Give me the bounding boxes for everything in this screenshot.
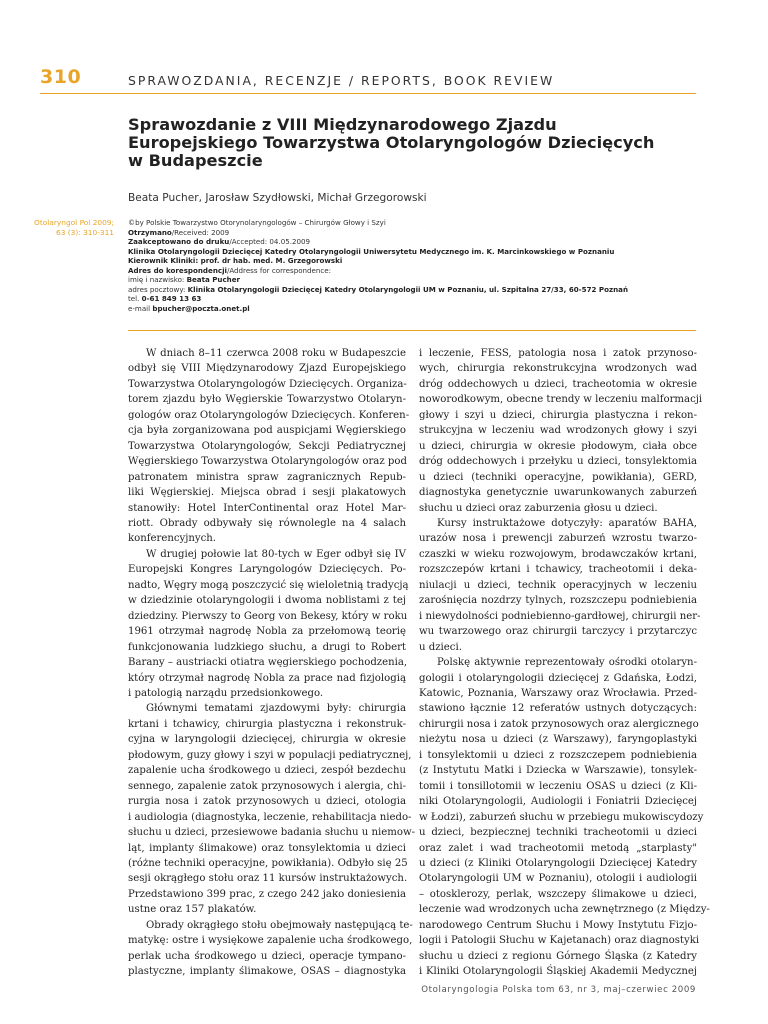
article-title [128,115,655,170]
accepted-label-en: /Accepted: 04.05.2009 [229,237,311,246]
body-text-line: Węgierskiego Towarzystwa Otolaryngologów oraz pod [128,456,407,468]
email-link[interactable]: bpucher@poczta.onet.pl [152,303,250,313]
header-rule [40,93,696,94]
body-text-line: słuchu u dzieci, przesiewowe badania słuchu u niemow- [128,827,416,839]
body-text-line: sesji okrągłego stołu oraz 11 kursów instruktażowych. [128,873,408,885]
body-text-line: W dniach 8–11 czerwca 2008 roku w Budapeszcie [146,348,406,359]
title-line: Sprawozdanie z VIII Międzynarodowego Zjazdu [128,115,557,134]
body-text-line: i patologią narządu przedsionkowego. [128,687,324,699]
body-text-line: liki Węgierskiej. Miejsca obrad i sesji plakatowych [128,487,406,499]
body-text-line: rozszczepów krtani i tchawicy, tracheotomii i deka- [419,564,697,576]
page-footer: Otolaryngologia Polska tom 63, nr 3, maj–czerwiec 2009 [421,985,696,995]
clinic-line: Klinika Otolaryngologii Dziecięcej Katedry Otolaryngologii Uniwersytetu Medycznego im. K. Marcinkowskiego w Poznaniu [128,246,615,256]
postal-line: adres pocztowy: Klinika Otolaryngologii Dziecięcej Katedry Otolaryngologii UM w Poznaniu, ul. Szpitalna 27/33, 60-572 Poznań [128,284,628,294]
accepted-label: Zaakceptowano do druku [128,237,230,246]
body-text-line: W drugiej połowie lat 80-tych w Eger odbył się IV [146,548,406,560]
tel-line: tel. 0-61 849 13 63 [128,294,202,303]
body-text-line: cja była zorganizowana pod auspicjami Węgierskiego [128,425,406,437]
body-text-line: który otrzymał nagrodę Nobla za prace nad fizjologią [128,672,406,684]
body-text-line: płodowym, guzy głowy i szyi w populacji pediatrycznej, [128,749,412,761]
body-text-line: czaszki w wieku rozwojowym, brodawczaków krtani, [419,548,697,560]
body-text-line: Otolaryngologii UM w Poznaniu), otologii i audiologii [419,873,697,885]
body-text-line: patronatem ministra spraw zagranicznych Repub- [128,471,406,483]
body-text-line: krtani i tchawicy, chirurgia plastyczna i rekonstruk- [128,718,406,730]
body-text-line: ląt, implanty ślimakowe) oraz tonsylektomia u dzieci [128,842,406,854]
body-column-left [128,346,416,980]
body-text-line: odbył się VIII Międzynarodowy Zjazd Europejskiego [128,363,406,375]
body-text-line: logii i Patologii Słuchu w Kajetanach) oraz diagnostyki [419,935,700,947]
body-text-line: u dzieci (z Kliniki Otolaryngologii Dziecięcej Katedry [419,857,697,869]
body-text-line: głowy i szyi u dzieci, chirurgia plastyczna i rekon- [419,409,697,421]
body-text-line: u dzieci, chirurgia w okresie płodowym, ciała obce [419,440,697,452]
body-column-right [419,346,710,980]
body-text-line: Polskę aktywnie reprezentowały ośrodki otolaryn- [437,657,697,669]
citation-volume: 63 (3): 310-311 [56,227,114,237]
accepted-line [128,237,688,247]
body-text-line: (z Instytutu Matki i Dziecka w Warszawie), tonsylek- [419,765,697,777]
body-text-line: cyjna w laryngologii dziecięcej, chirurgia w okresie [128,734,406,746]
body-text-line: w dziedzinie otolaryngologii i dwoma noblistami z tej [128,595,406,607]
body-text-line: dróg oddechowych i przełyku u dzieci, tonsylektomia [419,456,697,468]
body-text-line: narodowego Centrum Słuchu i Mowy Instytutu Fizjo- [419,919,697,931]
body-text-line: Katowic, Poznania, Warszawy oraz Wrocławia. Przed- [419,687,697,699]
copyright-line: ©by Polskie Towarzystwo Otorynolaryngologów – Chirurgów Głowy i Szyi [128,218,386,227]
body-text-line: w Łodzi), zaburzeń słuchu w przebiegu mukowiscydozy [419,811,704,823]
correspondence-label: Adres do korespondencji [128,265,227,275]
email-line: e-mail bpucher@poczta.onet.pl [128,303,250,313]
body-text-line: diagnostyka genetycznie uwarunkowanych zaburzeń [419,487,697,499]
body-text-line: wu twarzowego oraz chirurgii tarczycy i przytarczyc [419,626,697,638]
body-text-line: u dzieci. [419,641,462,653]
body-text-line: i tonsylektomii u dzieci z rozszczepem podniebienia [419,749,697,761]
body-text-line: u dzieci, bezpiecznej techniki tracheotomii u dzieci [419,827,697,839]
body-text-line: – otosklerozy, perlak, wszczepy ślimakowe u dzieci, [419,888,697,900]
body-text-line: funkcjonowania ludzkiego słuchu, a drugi to Robert [128,641,406,653]
correspondence-line [128,266,688,276]
name-line: imię i nazwisko: Beata Pucher [128,275,241,284]
correspondence-label-en: /Address for correspondence: [226,265,332,275]
body-text-line: słuchu u dzieci oraz zaburzenia głosu u dzieci. [419,502,658,514]
authors: Beata Pucher, Jarosław Szydłowski, Michał Grzegorowski [128,192,427,204]
body-text-line: gologów oraz Otolaryngologów Dziecięcych. Konferen- [128,409,410,421]
body-text-line: nadto, Węgry mogą poszczycić się wieloletnią tradycją [128,579,409,591]
body-text-line: Europejski Kongres Laryngologów Dziecięcych. Po- [128,564,406,576]
clinic-head-line: Kierownik Kliniki: prof. dr hab. med. M. Grzegorowski [128,256,343,265]
body-text-line: rurgia nosa i zatok przynosowych u dzieci, otologia [128,796,406,808]
body-text-line: oraz zalet i wad tracheotomii metodą „starplasty" [419,842,697,854]
body-text-line: dziedziny. Pierwszy to Georg von Bekesy, który w roku [128,610,408,622]
title-line: w Budapeszcie [128,151,263,170]
body-text-line: chirurgii nosa i zatok przynosowych oraz alergicznego [419,718,699,730]
body-text-line: gologii i otolaryngologii dziecięcej z Gdańska, Łodzi, [419,672,697,684]
page-number: 310 [40,66,82,88]
body-text-line: matykę: ostre i wysiękowe zapalenie ucha środkowego, [128,935,413,947]
body-text-line: torem zjazdu było Węgierskie Towarzystwo Otolaryn- [128,394,406,406]
citation [10,218,114,237]
body-text-line: (różne techniki operacyjne, powikłania). Odbyło się 25 [128,857,408,869]
body-text-line: niki Otolaryngologii, Audiologii i Foniatrii Dziecięcej [419,796,697,808]
body-text-line: słuchu u dzieci z regionu Górnego Śląska (z Katedry [419,950,697,962]
body-text-line: i audiologia (diagnostyka, leczenie, rehabilitacja niedo- [128,811,412,823]
body-text-line: dróg oddechowych u dzieci, tracheotomia w okresie [419,378,697,390]
body-text-line: Kursy instruktażowe dotyczyły: aparatów BAHA, [437,517,697,529]
body-text-line: zarośnięcia nozdrzy tylnych, rozszczepu podniebienia [419,595,697,607]
section-header: SPRAWOZDANIA, RECENZJE / REPORTS, BOOK REVIEW [128,73,555,88]
body-text-line: konferencyjnych. [128,533,217,545]
citation-journal: Otolaryngol Pol 2009; [34,218,114,227]
body-text-line: u dzieci (techniki operacyjne, powikłania), GERD, [419,471,697,483]
body-text-line: noworodkowym, obecne trendy w leczeniu malformacji [419,394,703,406]
body-text-line: ustne oraz 157 plakatów. [128,904,257,916]
body-text-line: i niewydolności podniebienno-gardłowej, chirurgii ner- [419,610,701,622]
body-text-line: wych, chirurgia rekonstrukcyjna wrodzonych wad [419,363,697,375]
body-text-line: niulacji u dzieci, technik operacyjnych w leczeniu [419,579,697,591]
body-text-line: stanowiły: Hotel InterContinental oraz Hotel Mar- [128,502,406,514]
body-text-line: Głównymi tematami zjazdowymi były: chirurgia [146,703,406,715]
body-rule [128,330,696,331]
body-text-line: Barany – austriacki otiatra węgierskiego pochodzenia, [128,657,408,669]
body-text-line: zapalenie ucha środkowego u dzieci, zespół bezdechu [128,765,406,777]
received-label-en: /Received: 2009 [171,227,230,237]
body-text-line: Towarzystwa Otolaryngologów Dziecięcych. Organiza- [128,378,407,390]
body-text-line: tomii i tonsillotomii w leczeniu OSAS u dzieci (z Kli- [419,780,697,792]
article-metadata [128,218,688,313]
body-text-line: perlak ucha środkowego u dzieci, operacje tympano- [128,950,406,962]
body-text-line: nieżytu nosa u dzieci (z Warszawy), faryngoplastyki [419,734,697,746]
body-text-line: riott. Obrady odbywały się równolegle na 4 salach [128,517,406,529]
body-text-line: i Kliniki Otolaryngologii Śląskiej Akademii Medycznej [419,966,697,978]
body-text-line: strukcyjna w leczeniu wad wrodzonych głowy i szyi [419,425,697,437]
body-text-line: Obrady okrągłego stołu obejmowały następującą te- [146,919,413,931]
body-text-line: sennego, zapalenie zatok przynosowych i alergia, chi- [128,780,406,792]
body-text-line: Przedstawiono 399 prac, z czego 242 jako doniesienia [128,888,406,900]
title-line: Europejskiego Towarzystwa Otolaryngologów Dziecięcych [128,133,655,152]
body-text-line: i leczenie, FESS, patologia nosa i zatok przynoso- [419,348,697,359]
body-text-line: 1961 otrzymał nagrodę Nobla za przełomową teorię [128,626,406,638]
body-text-line: urazów nosa i prewencji zaburzeń wzrostu twarzo- [419,533,697,545]
body-text-line: plastyczne, implanty ślimakowe, OSAS – diagnostyka [128,966,406,978]
body-text-line: leczenie wad wrodzonych ucha zewnętrznego (z Między- [419,904,710,916]
body-text-line: Towarzystwa Otolaryngologów, Sekcji Pediatrycznej [128,440,406,452]
received-label: Otrzymano [128,227,172,237]
received-line [128,228,688,238]
body-text-line: stawiono łącznie 12 referatów ustnych dotyczących: [419,703,697,715]
